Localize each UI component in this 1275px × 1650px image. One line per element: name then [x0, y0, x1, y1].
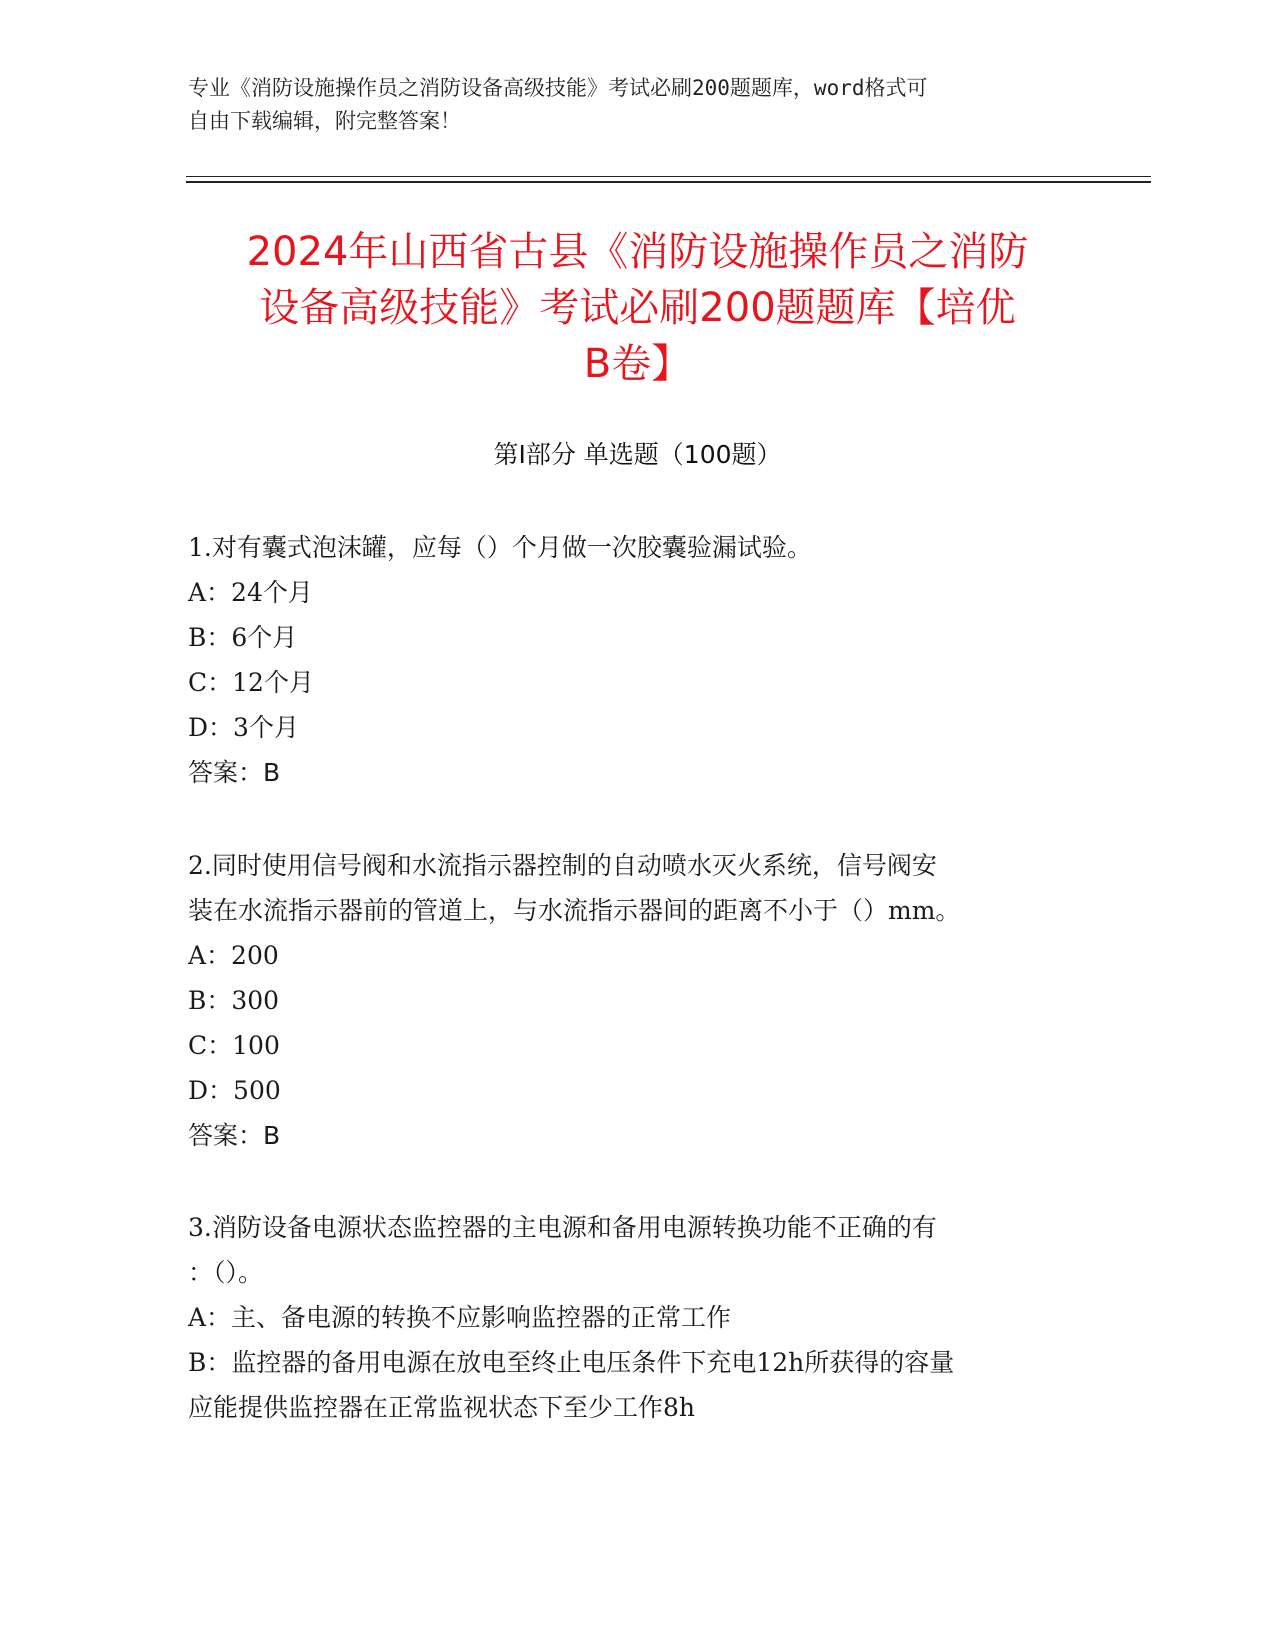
question-stem: ：（）。	[188, 1258, 264, 1287]
option-a: A：主、备电源的转换不应影响监控器的正常工作	[188, 1303, 732, 1332]
question-stem: 1.对有囊式泡沫罐，应每（）个月做一次胶囊验漏试验。	[188, 533, 812, 562]
option-d: D：3个月	[188, 713, 299, 742]
answer-text: 答案：B	[188, 758, 281, 787]
header-divider-thin	[186, 176, 1151, 177]
option-b-continued: 应能提供监控器在正常监视状态下至少工作8h	[188, 1393, 696, 1422]
option-b: B：300	[188, 986, 280, 1015]
question-block	[188, 843, 1088, 1158]
option-b: B：6个月	[188, 623, 298, 652]
title-line: 2024年山西省古县《消防设施操作员之消防	[246, 229, 1029, 275]
option-b: B：监控器的备用电源在放电至终止电压条件下充电12h所获得的容量	[188, 1348, 955, 1377]
answer-text: 答案：B	[188, 1121, 281, 1150]
option-a: A：24个月	[188, 578, 313, 607]
title-line: B卷】	[583, 341, 692, 387]
document-title	[170, 224, 1105, 392]
question-stem: 装在水流指示器前的管道上，与水流指示器间的距离不小于（）mm。	[188, 896, 961, 925]
header-note-line: 专业《消防设施操作员之消防设备高级技能》考试必刷200题题库，word格式可	[188, 76, 928, 100]
section-title: 第Ⅰ部分 单选题（100题）	[493, 440, 782, 469]
question-stem: 2.同时使用信号阀和水流指示器控制的自动喷水灭火系统，信号阀安	[188, 851, 937, 880]
header-divider-thick	[186, 181, 1151, 183]
header-note-line: 自由下载编辑，附完整答案！	[188, 109, 461, 133]
question-block	[188, 525, 1088, 795]
option-a: A：200	[188, 941, 279, 970]
option-c: C：100	[188, 1031, 280, 1060]
title-line: 设备高级技能》考试必刷200题题库【培优	[259, 285, 1016, 331]
header-note	[188, 72, 1068, 138]
question-stem: 3.消防设备电源状态监控器的主电源和备用电源转换功能不正确的有	[188, 1213, 937, 1242]
option-c: C：12个月	[188, 668, 314, 697]
question-block	[188, 1205, 1088, 1430]
option-d: D：500	[188, 1076, 281, 1105]
